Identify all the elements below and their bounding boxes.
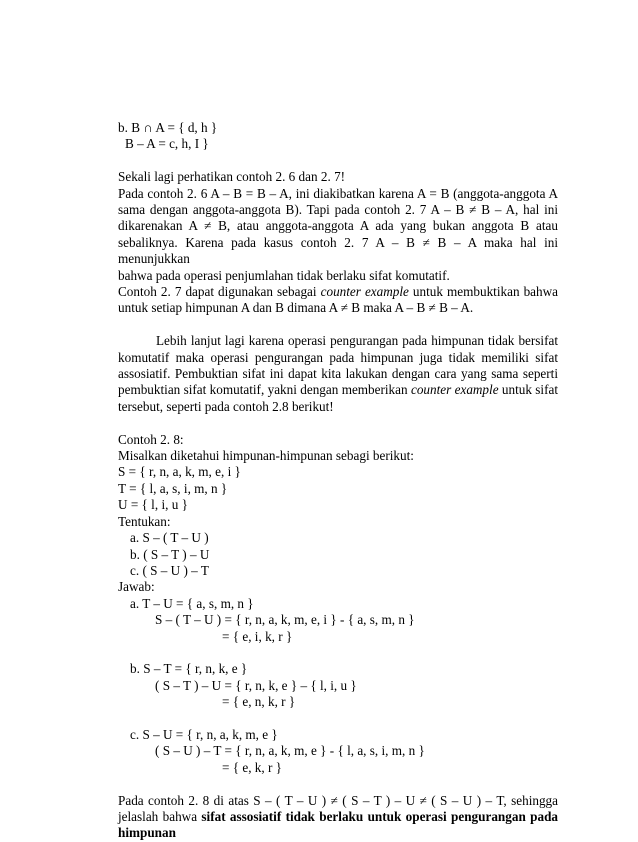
text-line: Pada contoh 2. 6 A – B = B – A, ini diakibatkan karena A = B (anggota-anggota A: [118, 185, 558, 201]
italic-term: counter example: [320, 284, 409, 300]
text-line: Jawab:: [118, 579, 155, 595]
text-line: [118, 825, 558, 841]
set-definition: U = { l, i, u }: [118, 497, 188, 513]
set-definition: T = { l, a, s, i, m, n }: [118, 480, 228, 496]
text-line: untuk setiap himpunan A dan B dimana A ≠ B maka A – B ≠ B – A.: [118, 300, 474, 316]
text-line: bahwa pada operasi penjumlahan tidak berlaku sifat komutatif.: [118, 267, 450, 283]
bold-statement: sifat assosiatif tidak berlaku untuk operasi pengurangan pada: [201, 808, 558, 824]
answer-line: = { e, n, k, r }: [222, 694, 296, 710]
answer-line: S – ( T – U ) = { r, n, a, k, m, e, i } - { a, s, m, n }: [155, 612, 415, 628]
text-line: jelaslah bahwa sifat assosiatif tidak berlaku untuk operasi pengurangan pada: [118, 808, 558, 824]
conclusion-paragraph: [118, 793, 558, 842]
answer-line: ( S – U ) – T = { r, n, a, k, m, e } - { l, a, s, i, m, n }: [155, 743, 425, 759]
text-line: Sekali lagi perhatikan contoh 2. 6 dan 2. 7!: [118, 169, 346, 185]
text-line: sebaliknya. Karena pada kasus contoh 2. 7 A – B ≠ B – A maka hal ini menunjukkan: [118, 234, 558, 267]
set-definition: S = { r, n, a, k, m, e, i }: [118, 464, 241, 480]
paragraph-1: [118, 169, 558, 317]
question-item: c. ( S – U ) – T: [130, 562, 209, 578]
text-line: b. B ∩ A = { d, h }: [118, 120, 218, 135]
text-line: Pada contoh 2. 8 di atas S – ( T – U ) ≠ ( S – T ) – U ≠ ( S – U ) – T, sehingga: [118, 792, 558, 808]
example-block: [118, 432, 558, 777]
answer-line: b. S – T = { r, n, k, e }: [130, 661, 248, 677]
text-line: Misalkan diketahui himpunan-himpunan sebagi berikut:: [118, 448, 414, 464]
text-line: dikarenakan A ≠ B, atau anggota-anggota A ada yang bukan anggota B atau: [118, 218, 558, 234]
text-line: B – A = c, h, I }: [125, 136, 209, 152]
answer-line: ( S – T ) – U = { r, n, k, e } – { l, i, u }: [155, 677, 357, 693]
answer-line: = { e, i, k, r }: [222, 628, 293, 644]
document-page: [118, 120, 558, 842]
text-line: Lebih lanjut lagi karena operasi pengurangan pada himpunan tidak bersifat: [156, 333, 558, 349]
answer-line: c. S – U = { r, n, a, k, m, e }: [130, 726, 278, 742]
italic-term: counter example: [410, 382, 499, 398]
text-line: pembuktian sifat komutatif, yakni dengan memberikan counter example untuk sifat: [118, 382, 558, 398]
text-line: assosiatif. Pembuktian sifat ini dapat kita lakukan dengan cara yang sama seperti: [118, 366, 558, 382]
text-line: sama dengan anggota-anggota B). Tapi pada contoh 2. 7 A – B ≠ B – A, hal ini: [118, 202, 558, 218]
text-line: Tentukan:: [118, 513, 171, 529]
answer-line: a. T – U = { a, s, m, n }: [130, 595, 254, 611]
text-line: komutatif maka operasi pengurangan pada himpunan juga tidak memiliki sifat: [118, 349, 558, 365]
answer-line: = { e, k, r }: [222, 759, 283, 775]
question-item: b. ( S – T ) – U: [130, 546, 210, 562]
text-line: Contoh 2. 7 dapat digunakan sebagai counter example untuk membuktikan bahwa: [118, 284, 558, 300]
paragraph-2: [118, 333, 558, 415]
question-item: a. S – ( T – U ): [130, 530, 209, 546]
bold-statement: himpunan: [118, 825, 176, 841]
text-line: tersebut, seperti pada contoh 2.8 berikut!: [118, 398, 334, 414]
example-title: Contoh 2. 8:: [118, 431, 184, 447]
